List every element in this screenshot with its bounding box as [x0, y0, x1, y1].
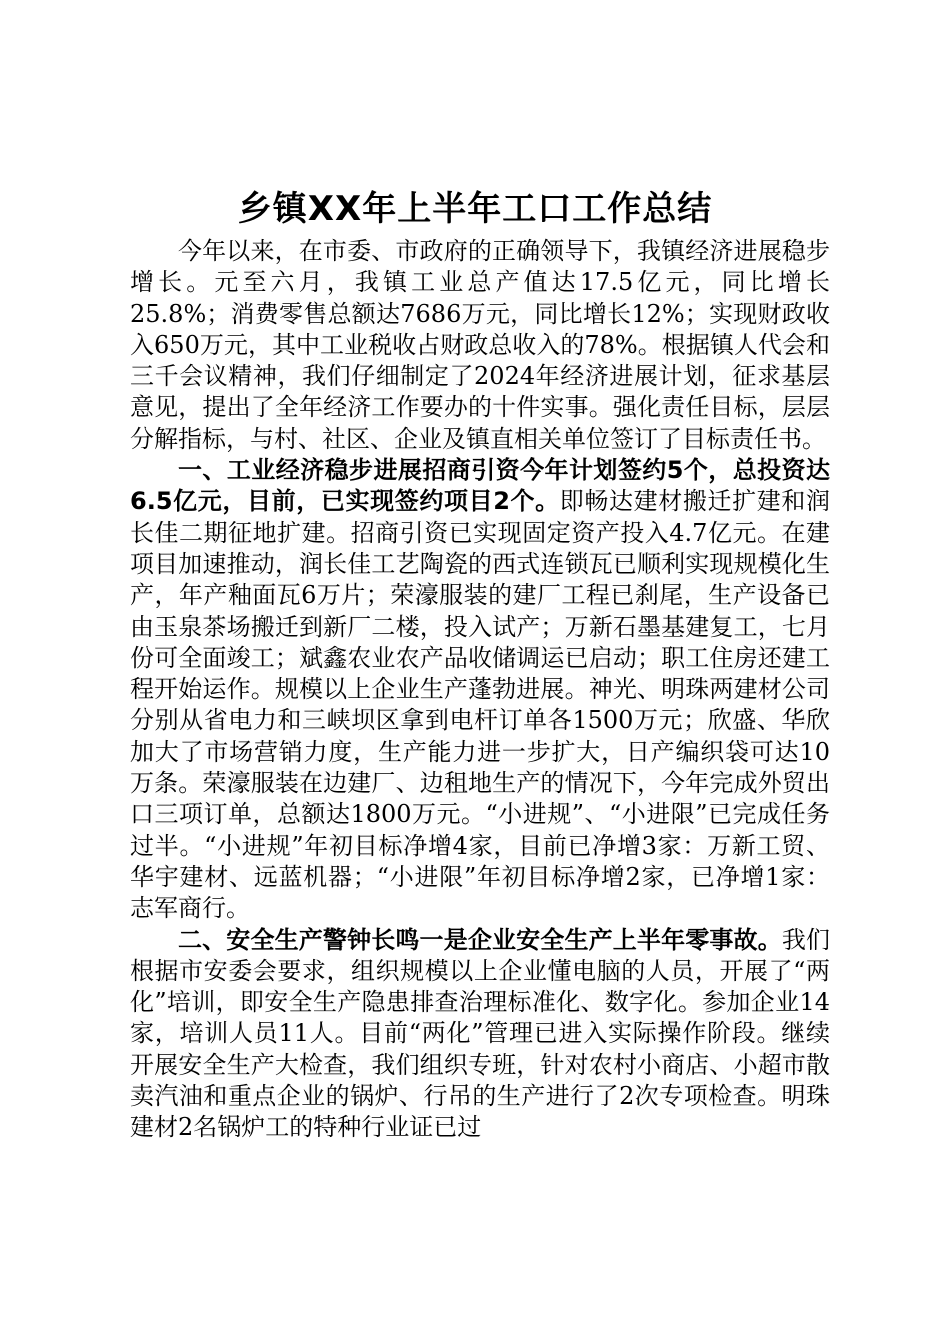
paragraph-section-safety	[130, 925, 830, 1144]
paragraph-section-industry	[130, 455, 830, 924]
paragraph-intro-text: 今年以来，在市委、市政府的正确领导下，我镇经济进展稳步增长。元至六月，我镇工业总产值达17.5亿元，同比增长25.8%；消费零售总额达7686万元，同比增长12%；实现财政收入650万元，其中工业税收占财政总收入的78%。根据镇人代会和三千会议精神，我们仔细制定了2024年经济进展计划，征求基层意见，提出了全年经济工作要办的十件实事。强化责任目标，层层分解指标，与村、社区、企业及镇直相关单位签订了目标责任书。	[130, 237, 830, 453]
section-heading-industry: 一、工业经济稳步进展招商引资今年计划签约5个，总投资达6.5亿元，目前，已实现签约项目2个。	[130, 456, 830, 516]
paragraph-safety-text: 我们根据市安委会要求，组织规模以上企业懂电脑的人员，开展了“两化”培训，即安全生产隐患排查治理标准化、数字化。参加企业14家，培训人员11人。目前“两化”管理已进入实际操作阶段。继续开展安全生产大检查，我们组织专班，针对农村小商店、小超市散卖汽油和重点企业的锅炉、行吊的生产进行了2次专项检查。明珠建材2名锅炉工的特种行业证已过	[130, 925, 831, 1142]
paragraph-intro	[130, 236, 830, 455]
paragraph-industry-text: 即畅达建材搬迁扩建和润长佳二期征地扩建。招商引资已实现固定资产投入4.7亿元。在建项目加速推动，润长佳工艺陶瓷的西式连锁瓦已顺利实现规模化生产，年产釉面瓦6万片；荣濠服装的建厂工程已刹尾，生产设备已由玉泉茶场搬迁到新厂二楼，投入试产；万新石墨基建复工，七月份可全面竣工；斌鑫农业农产品收储调运已启动；职工住房还建工程开始运作。规模以上企业生产蓬勃进展。神光、明珠两建材公司分别从省电力和三峡坝区拿到电杆订单各1500万元；欣盛、华欣加大了市场营销力度，生产能力进一步扩大，日产编织袋可达10万条。荣濠服装在边建厂、边租地生产的情况下，今年完成外贸出口三项订单，总额达1800万元。“小进规”、“小进限”已完成任务过半。“小进规”年初目标净增4家，目前已净增3家：万新工贸、华宇建材、远蓝机器；“小进限”年初目标净增2家，已净增1家：志军商行。	[130, 487, 830, 923]
document-title: 乡镇XX年上半年工口工作总结	[237, 189, 713, 229]
document-body	[130, 236, 830, 1144]
section-heading-safety: 二、安全生产警钟长鸣一是企业安全生产上半年零事故。	[178, 925, 782, 954]
